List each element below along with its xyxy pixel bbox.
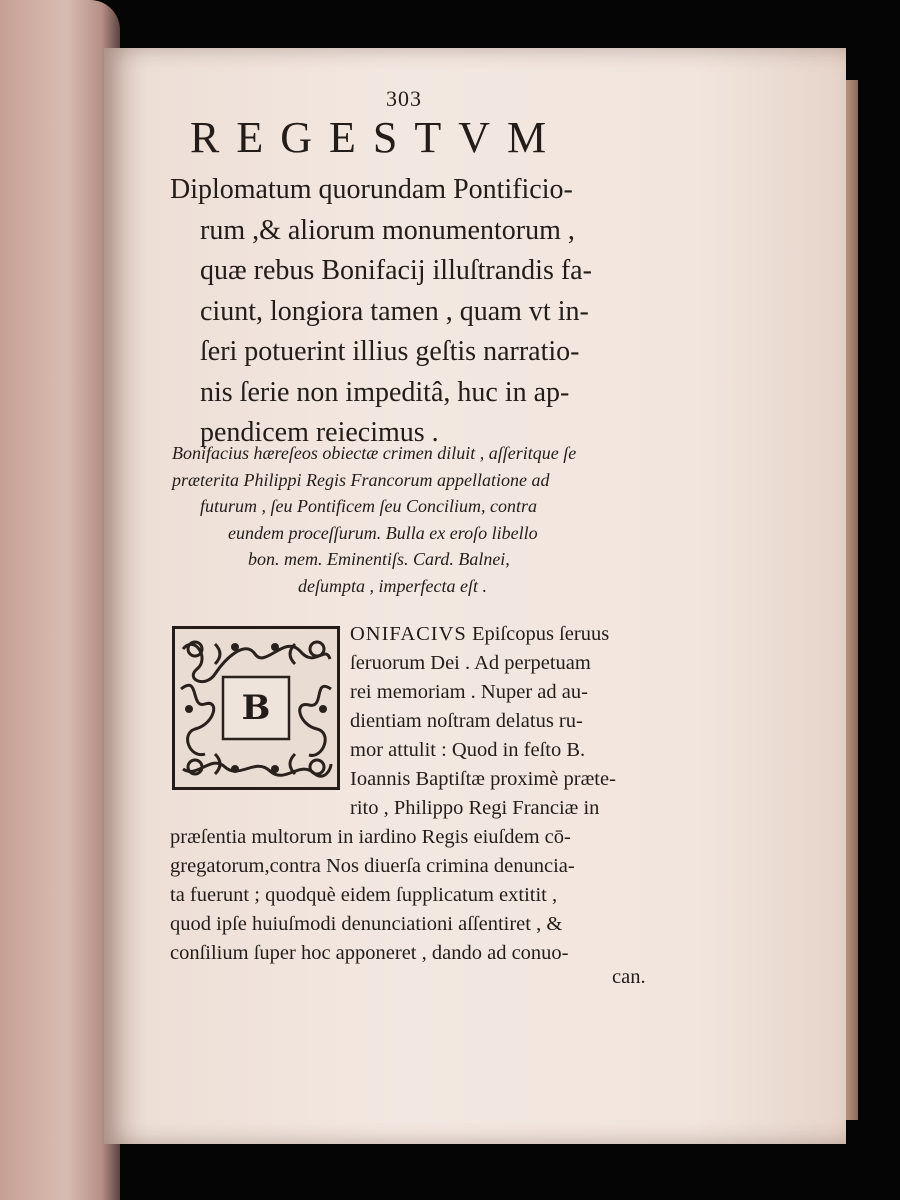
- summary-line: deſumpta , imperfecta eſt .: [298, 575, 487, 596]
- body-line: ſeruorum Dei . Ad perpetuam: [350, 652, 591, 674]
- running-title: REGESTVM: [190, 113, 564, 162]
- summary-line: eundem proceſſurum. Bulla ex eroſo libello: [228, 522, 538, 543]
- summary-line: futurum , ſeu Pontificem ſeu Concilium, contra: [200, 496, 537, 516]
- body-line: conſilium ſuper hoc apponeret , dando ad conuo-: [170, 942, 569, 964]
- summary-line: bon. mem. Eminentiſs. Card. Balnei,: [248, 549, 510, 569]
- title-line: Diplomatum quorundam Pontificio-: [170, 174, 573, 205]
- summary-block: [172, 440, 692, 599]
- title-line: rum ,& aliorum monumentorum ,: [200, 214, 575, 246]
- summary-line: præterita Philippi Regis Francorum appellatione ad: [172, 469, 550, 490]
- initial-letter: B: [241, 688, 271, 728]
- body-line: mor attulit : Quod in feſto B.: [350, 739, 586, 761]
- title-line: nis ſerie non impeditâ, huc in ap-: [200, 376, 570, 408]
- title-line: ſeri potuerint illius geſtis narratio-: [200, 336, 580, 367]
- body-line: præſentia multorum in iardino Regis eiuſdem cō-: [170, 826, 571, 848]
- title-line: ciunt, longiora tamen , quam vt in-: [200, 295, 589, 327]
- body-line: rei memoriam . Nuper ad au-: [350, 681, 588, 703]
- opening-word: ONIFACIVS: [350, 623, 467, 645]
- title-block: [170, 170, 690, 454]
- body-text: [170, 620, 680, 968]
- body-line: dientiam noſtram delatus ru-: [350, 710, 583, 732]
- page-number: 303: [386, 86, 422, 111]
- body-line: Ioannis Baptiſtæ proximè præte-: [350, 768, 616, 790]
- body-line-text: Epiſcopus ſeruus: [466, 623, 610, 645]
- body-line: rito , Philippo Regi Franciæ in: [350, 797, 600, 819]
- summary-line: Bonifacius hæreſeos obiectæ crimen diluit , aſſeritque ſe: [172, 443, 577, 463]
- body-line: [170, 620, 680, 649]
- catchword: can.: [612, 966, 646, 988]
- body-line: ta fuerunt ; quodquè eidem ſupplicatum extitit ,: [170, 884, 558, 906]
- facing-page: [0, 0, 120, 1200]
- title-line: quæ rebus Bonifacij illuſtrandis fa-: [200, 255, 592, 286]
- body-line: gregatorum,contra Nos diuerſa crimina denuncia-: [170, 855, 575, 877]
- body-line: quod ipſe huiuſmodi denunciationi aſſentiret , &: [170, 913, 563, 935]
- title-line: pendicem reiecimus .: [200, 417, 439, 448]
